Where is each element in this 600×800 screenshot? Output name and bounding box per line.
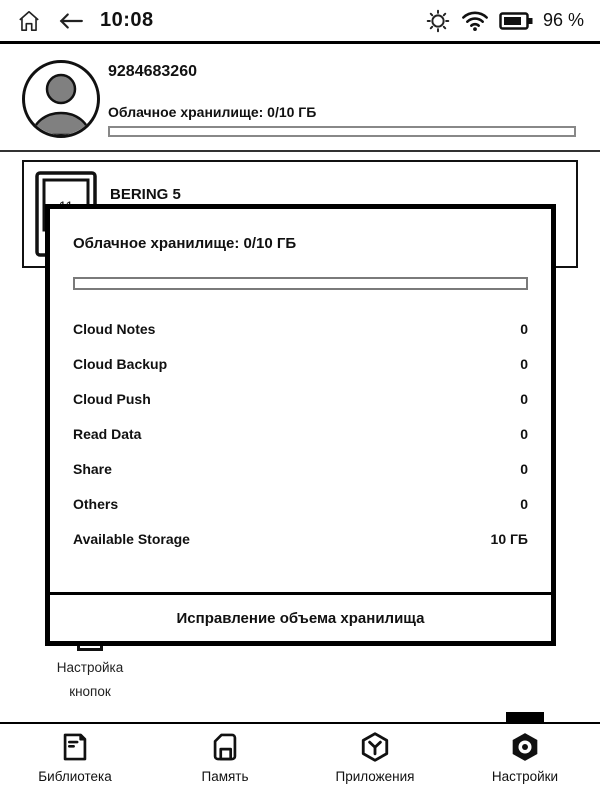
battery-percent: 96 % — [542, 10, 584, 30]
row-label: Others — [73, 495, 119, 512]
row-label: Available Storage — [73, 530, 190, 547]
section-divider — [0, 150, 600, 152]
home-icon[interactable] — [16, 8, 42, 34]
row-value: 0 — [520, 355, 528, 372]
apps-icon — [358, 730, 392, 764]
row-label: Cloud Notes — [73, 320, 156, 337]
account-storage-label: Облачное хранилище: 0/10 ГБ — [108, 104, 317, 120]
row-value: 0 — [520, 425, 528, 442]
row-label: Cloud Backup — [73, 355, 168, 372]
list-item — [73, 486, 528, 521]
storage-icon — [208, 730, 242, 764]
status-time: 10:08 — [100, 9, 154, 31]
modal-storage-progressbar — [73, 277, 528, 290]
list-item — [73, 311, 528, 346]
row-value: 10 ГБ — [490, 530, 528, 547]
list-item — [73, 451, 528, 486]
row-value: 0 — [520, 320, 528, 337]
row-label: Read Data — [73, 425, 142, 442]
row-value: 0 — [520, 390, 528, 407]
row-label: Cloud Push — [73, 390, 151, 407]
tab-label: Память — [201, 769, 249, 784]
device-name: BERING 5 — [110, 186, 181, 203]
row-label: Share — [73, 460, 112, 477]
tab-library[interactable] — [0, 724, 150, 800]
bottom-navigation — [0, 724, 600, 800]
back-arrow-icon[interactable] — [58, 10, 84, 32]
active-tab-indicator — [506, 712, 544, 722]
list-item — [73, 381, 528, 416]
account-id: 9284683260 — [108, 63, 197, 80]
tab-storage[interactable] — [150, 724, 300, 800]
tab-label: Приложения — [335, 769, 415, 784]
library-icon — [58, 730, 92, 764]
list-item — [73, 521, 528, 556]
tab-settings[interactable] — [450, 724, 600, 800]
row-value: 0 — [520, 460, 528, 477]
brightness-icon — [425, 8, 451, 34]
row-value: 0 — [520, 495, 528, 512]
fix-storage-button[interactable]: Исправление объема хранилища — [50, 592, 551, 641]
list-item — [73, 416, 528, 451]
list-item — [73, 346, 528, 381]
battery-icon — [499, 11, 533, 31]
button-settings-label[interactable]: Настройка кнопок — [56, 660, 124, 699]
cloud-storage-modal — [45, 204, 556, 646]
tab-apps[interactable] — [300, 724, 450, 800]
tab-label: Настройки — [491, 769, 559, 784]
account-avatar[interactable] — [22, 60, 100, 138]
storage-breakdown-list — [73, 311, 528, 556]
modal-title: Облачное хранилище: 0/10 ГБ — [73, 235, 297, 252]
settings-icon — [508, 730, 542, 764]
status-bar — [0, 0, 600, 44]
account-storage-progressbar — [108, 126, 576, 137]
wifi-icon — [461, 9, 489, 33]
tab-label: Библиотека — [38, 769, 112, 784]
